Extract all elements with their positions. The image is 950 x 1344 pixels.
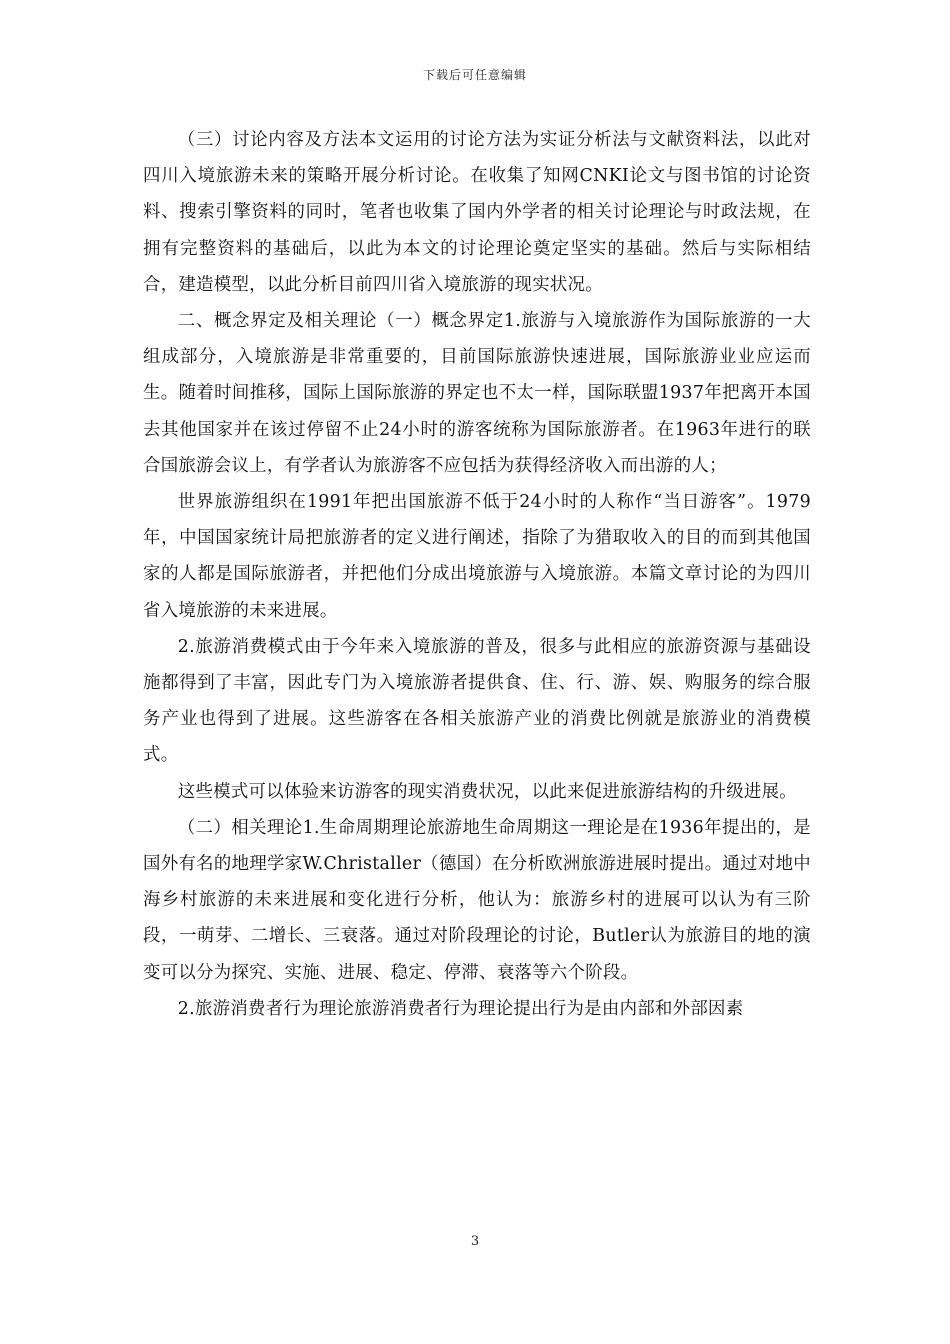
paragraph-consumption-model: 2.旅游消费模式由于今年来入境旅游的普及，很多与此相应的旅游资源与基础设施都得到了丰富，因此专门为入境旅游者提供食、住、行、游、娱、购服务的综合服务产业也得到了进展。这些游客在各相关旅游产业的消费比例就是旅游业的消费模式。 (143, 636, 811, 766)
page-number: 3 (470, 1234, 480, 1249)
page-header: 下载后可任意编辑 (422, 68, 527, 82)
body-text (143, 122, 811, 1027)
paragraph-model-experience: 这些模式可以体验来访游客的现实消费状况，以此来促进旅游结构的升级进展。 (177, 781, 797, 802)
paragraph-consumer-behavior-theory: 2.旅游消费者行为理论旅游消费者行为理论提出行为是由内部和外部因素 (177, 998, 744, 1019)
paragraph-concept-definition: 二、概念界定及相关理论（一）概念界定1.旅游与入境旅游作为国际旅游的一大组成部分，入境旅游是非常重要的，目前国际旅游快速进展，国际旅游业业应运而生。随着时间推移，国际上国际旅游的界定也不太一样，国际联盟1937年把离开本国去其他国家并在该过停留不止24小时的游客统称为国际旅游者。在1963年进行的联合国旅游会议上，有学者认为旅游客不应包括为获得经济收入而出游的人； (143, 311, 811, 476)
paragraph-world-tourism-organization: 世界旅游组织在1991年把出国旅游不低于24小时的人称作“当日游客”。1979年，中国国家统计局把旅游者的定义进行阐述，指除了为猎取收入的目的而到其他国家的人都是国际旅游者，并把他们分成出境旅游与入境旅游。本篇文章讨论的为四川省入境旅游的未来进展。 (143, 492, 811, 621)
paragraph-research-methods: （三）讨论内容及方法本文运用的讨论方法为实证分析法与文献资料法，以此对四川入境旅游未来的策略开展分析讨论。在收集了知网CNKI论文与图书馆的讨论资料、搜索引擎资料的同时，笔者也收集了国内外学者的相关讨论理论与时政法规，在拥有完整资料的基础后，以此为本文的讨论理论奠定坚实的基础。然后与实际相结合，建造模型，以此分析目前四川省入境旅游的现实状况。 (143, 130, 811, 295)
paragraph-life-cycle-theory: （二）相关理论1.生命周期理论旅游地生命周期这一理论是在1936年提出的，是国外有名的地理学家W.Christaller（德国）在分析欧洲旅游进展时提出。通过对地中海乡村旅游的未来进展和变化进行分析，他认为：旅游乡村的进展可以认为有三阶段，一萌芽、二增长、三衰落。通过对阶段理论的讨论，Butler认为旅游目的地的演变可以分为探究、实施、进展、稳定、停滞、衰落等六个阶段。 (143, 817, 811, 983)
